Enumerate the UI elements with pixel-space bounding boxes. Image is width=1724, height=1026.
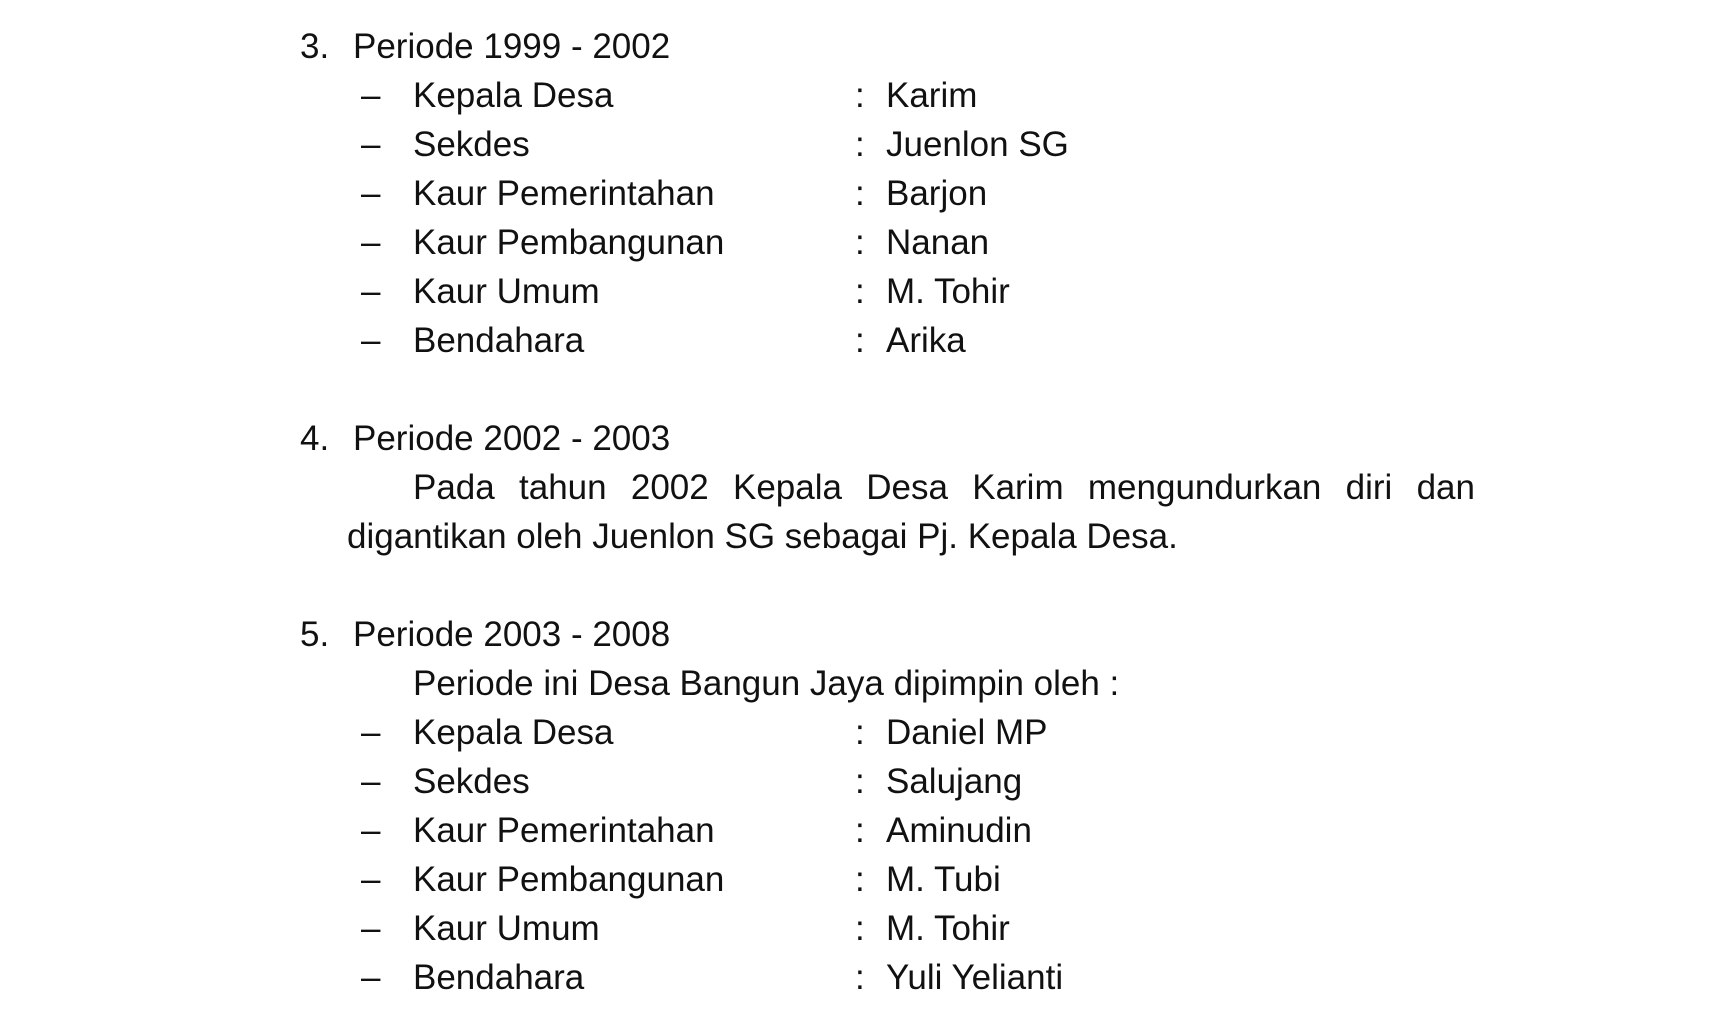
position-label: Kepala Desa	[413, 713, 614, 752]
list-item	[0, 757, 1724, 806]
separator-colon: :	[855, 860, 865, 899]
bullet-dash: –	[361, 860, 381, 899]
position-label: Kaur Pembangunan	[413, 860, 725, 899]
person-name: M. Tohir	[886, 272, 1010, 311]
bullet-dash: –	[361, 125, 381, 164]
position-label: Kaur Pembangunan	[413, 223, 725, 262]
separator-colon: :	[855, 811, 865, 850]
separator-colon: :	[855, 909, 865, 948]
list-item	[0, 953, 1724, 1002]
list-item	[0, 218, 1724, 267]
person-name: Daniel MP	[886, 713, 1048, 752]
position-label: Sekdes	[413, 125, 530, 164]
list-item	[0, 708, 1724, 757]
person-name: Barjon	[886, 174, 988, 213]
section-intro-line	[0, 659, 1724, 708]
list-item	[0, 120, 1724, 169]
position-label: Kaur Pemerintahan	[413, 174, 715, 213]
bullet-dash: –	[361, 174, 381, 213]
section-heading	[0, 414, 1724, 463]
section-title: Periode 2003 - 2008	[353, 615, 671, 654]
section-heading	[0, 22, 1724, 71]
section-number: 4.	[300, 419, 330, 458]
position-label: Kepala Desa	[413, 76, 614, 115]
bullet-dash: –	[361, 76, 381, 115]
list-item	[0, 855, 1724, 904]
person-name: Aminudin	[886, 811, 1032, 850]
separator-colon: :	[855, 174, 865, 213]
person-name: Juenlon SG	[886, 125, 1069, 164]
bullet-dash: –	[361, 811, 381, 850]
person-name: Yuli Yelianti	[886, 958, 1064, 997]
position-label: Bendahara	[413, 958, 585, 997]
bullet-dash: –	[361, 909, 381, 948]
position-label: Kaur Umum	[413, 909, 600, 948]
bullet-dash: –	[361, 713, 381, 752]
person-name: Karim	[886, 76, 978, 115]
person-name: M. Tubi	[886, 860, 1001, 899]
person-name: Salujang	[886, 762, 1023, 801]
separator-colon: :	[855, 713, 865, 752]
bullet-dash: –	[361, 321, 381, 360]
bullet-dash: –	[361, 958, 381, 997]
section-paragraph: Pada tahun 2002 Kepala Desa Karim mengundurkan diri dan digantikan oleh Juenlon SG sebagai Pj. Kepala Desa.	[347, 468, 1475, 556]
list-item	[0, 806, 1724, 855]
separator-colon: :	[855, 321, 865, 360]
list-item	[0, 904, 1724, 953]
separator-colon: :	[855, 272, 865, 311]
section-number: 3.	[300, 27, 330, 66]
list-item	[0, 267, 1724, 316]
person-name: Nanan	[886, 223, 990, 262]
section-title: Periode 2002 - 2003	[353, 419, 671, 458]
list-item	[0, 316, 1724, 365]
bullet-dash: –	[361, 272, 381, 311]
person-name: Arika	[886, 321, 966, 360]
list-item	[0, 71, 1724, 120]
list-item	[0, 169, 1724, 218]
position-label: Sekdes	[413, 762, 530, 801]
separator-colon: :	[855, 125, 865, 164]
section-title: Periode 1999 - 2002	[353, 27, 671, 66]
section-heading	[0, 610, 1724, 659]
section-period-1999-2002	[0, 22, 1724, 365]
separator-colon: :	[855, 762, 865, 801]
bullet-dash: –	[361, 762, 381, 801]
section-period-2003-2008	[0, 610, 1724, 1002]
position-label: Kaur Umum	[413, 272, 600, 311]
separator-colon: :	[855, 223, 865, 262]
section-intro: Periode ini Desa Bangun Jaya dipimpin oleh :	[413, 664, 1120, 703]
position-label: Bendahara	[413, 321, 585, 360]
position-label: Kaur Pemerintahan	[413, 811, 715, 850]
separator-colon: :	[855, 958, 865, 997]
bullet-dash: –	[361, 223, 381, 262]
section-number: 5.	[300, 615, 330, 654]
separator-colon: :	[855, 76, 865, 115]
person-name: M. Tohir	[886, 909, 1010, 948]
section-period-2002-2003	[0, 414, 1724, 556]
